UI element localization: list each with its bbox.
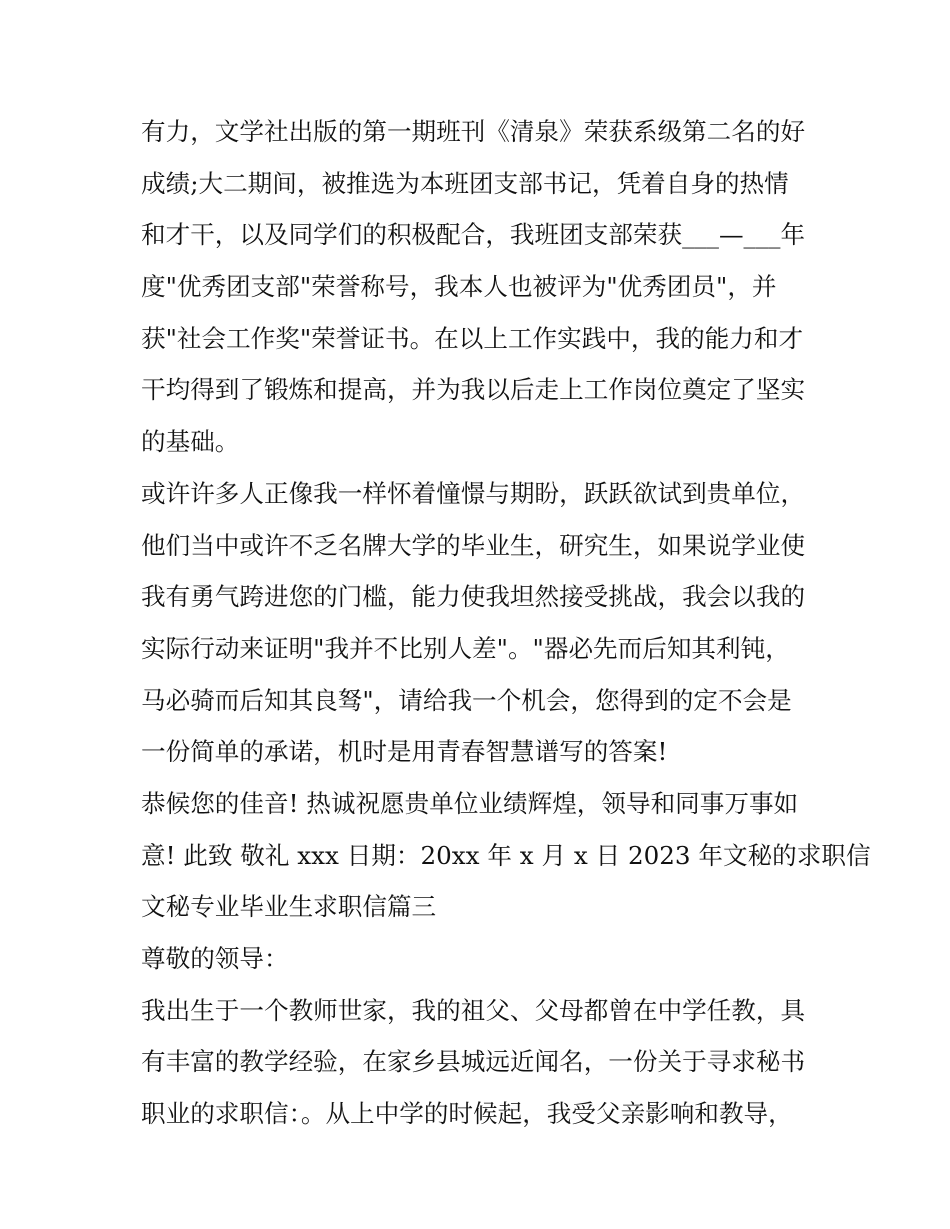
text-line: 或许许多人正像我一样怀着憧憬与期盼，跃跃欲试到贵单位， — [141, 478, 806, 508]
text-line: 的基础。 — [141, 427, 240, 457]
text-line: 职业的求职信：。从上中学的时候起，我受父亲影响和教导， — [141, 1099, 793, 1129]
document-body — [141, 106, 871, 1140]
text-line: 和才干，以及同学们的积极配合，我班团支部荣获___—___年 — [141, 220, 806, 250]
text-line: 意! 此致 敬礼 xxx 日期：20xx 年 x 月 x 日 2023 年文秘的求职信 — [141, 840, 871, 870]
text-line: 干均得到了锻炼和提高，并为我以后走上工作岗位奠定了坚实 — [141, 375, 806, 405]
section-title: 文秘专业毕业生求职信篇三 — [141, 892, 437, 922]
text-line: 恭候您的佳音! 热诚祝愿贵单位业绩辉煌，领导和同事万事如 — [141, 788, 799, 818]
text-line: 我有勇气跨进您的门槛，能力使我坦然接受挑战，我会以我的 — [141, 582, 806, 612]
text-line: 我出生于一个教师世家，我的祖父、父母都曾在中学任教，具 — [141, 995, 806, 1025]
text-line: 获"社会工作奖"荣誉证书。在以上工作实践中，我的能力和才 — [141, 323, 804, 353]
salutation: 尊敬的领导： — [141, 944, 289, 973]
text-line: 一份简单的承诺，机时是用青春智慧谱写的答案! — [141, 737, 668, 767]
text-line: 他们当中或许不乏名牌大学的毕业生，研究生，如果说学业使 — [141, 530, 806, 560]
text-line: 实际行动来证明"我并不比别人差"。"器必先而后知其利钝， — [141, 633, 790, 663]
text-line: 度"优秀团支部"荣誉称号，我本人也被评为"优秀团员"，并 — [141, 272, 777, 302]
text-line: 有力，文学社出版的第一期班刊《清泉》荣获系级第二名的好 — [141, 117, 806, 146]
text-line: 有丰富的教学经验，在家乡县城远近闻名，一份关于寻求秘书 — [141, 1047, 806, 1077]
text-line: 马必骑而后知其良驽"，请给我一个机会，您得到的定不会是 — [141, 685, 792, 715]
text-line: 成绩;大二期间，被推选为本班团支部书记，凭着自身的热情 — [141, 168, 789, 198]
